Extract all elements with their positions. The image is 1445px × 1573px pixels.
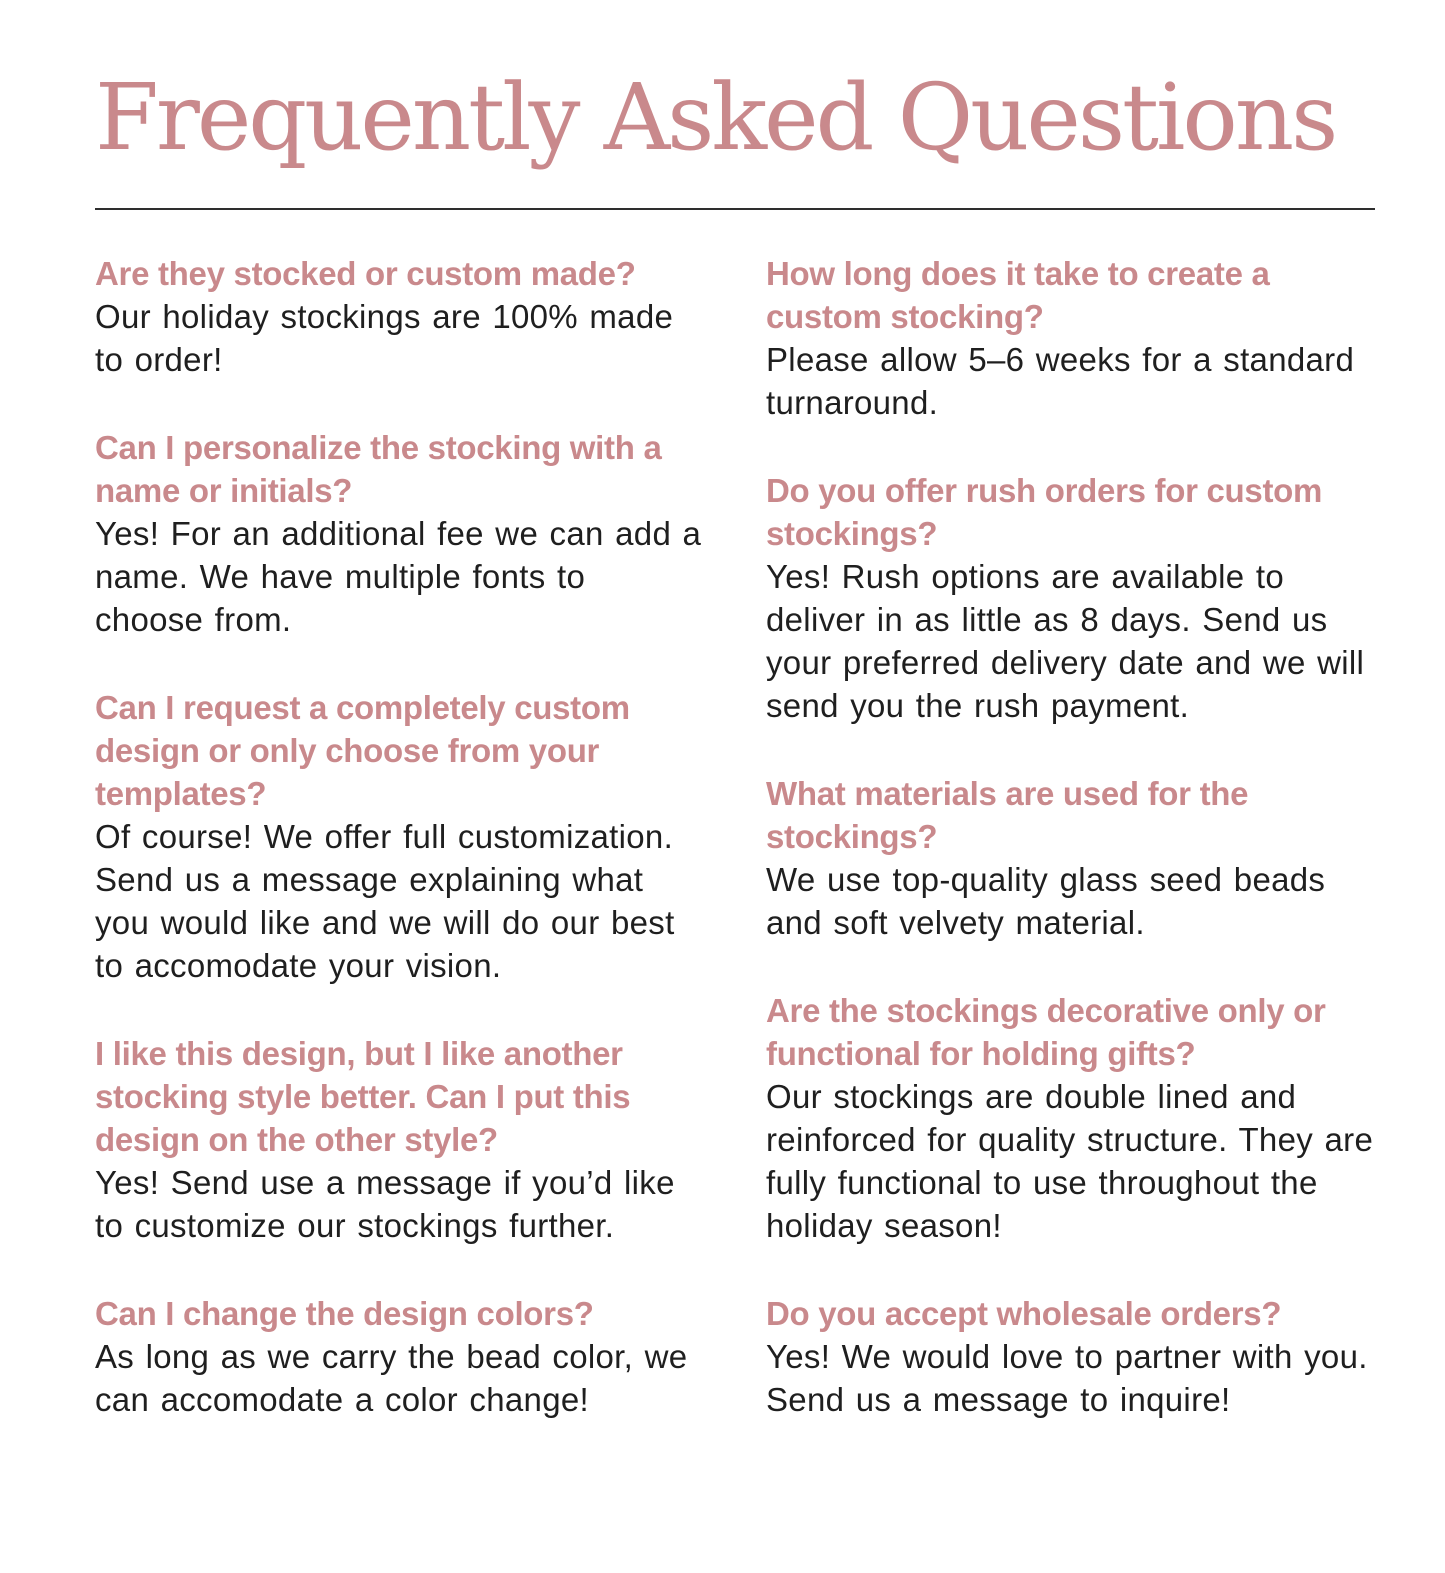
faq-item: [95, 686, 704, 987]
faq-column-right: [766, 252, 1375, 1466]
faq-item: [766, 252, 1375, 424]
faq-answer: Please allow 5–6 weeks for a standard turnaround.: [766, 340, 1355, 421]
faq-question: Can I request a completely custom design or only choose from your templates?: [95, 688, 630, 812]
faq-column-left: [95, 252, 704, 1466]
faq-answer: Yes! For an additional fee we can add a name. We have multiple fonts to choose from.: [95, 514, 702, 638]
faq-item: [766, 772, 1375, 944]
faq-answer: We use top-quality glass seed beads and soft velvety material.: [766, 860, 1326, 941]
faq-item: [766, 469, 1375, 727]
faq-answer: Yes! Send use a message if you’d like to customize our stockings further.: [95, 1163, 675, 1244]
faq-answer: Our holiday stockings are 100% made to order!: [95, 297, 674, 378]
faq-item: [95, 426, 704, 641]
faq-question: I like this design, but I like another stocking style better. Can I put this design on the other style?: [95, 1034, 631, 1158]
faq-question: Do you offer rush orders for custom stockings?: [766, 471, 1323, 552]
faq-columns: [95, 252, 1375, 1466]
faq-question: What materials are used for the stockings?: [766, 774, 1249, 855]
page-title: Frequently Asked Questions: [95, 64, 1336, 171]
faq-item: [766, 1292, 1375, 1421]
faq-question: Are they stocked or custom made?: [95, 254, 636, 292]
faq-question: Are the stockings decorative only or functional for holding gifts?: [766, 991, 1326, 1072]
faq-answer: Our stockings are double lined and reinforced for quality structure. They are fully functional to use throughout the holiday season!: [766, 1077, 1374, 1244]
faq-item: [95, 1292, 704, 1421]
faq-answer: Yes! Rush options are available to deliver in as little as 8 days. Send us your preferred delivery date and we will send you the rush payment.: [766, 557, 1365, 724]
faq-item: [95, 252, 704, 381]
title-divider: [95, 208, 1375, 210]
faq-question: Can I personalize the stocking with a name or initials?: [95, 428, 662, 509]
faq-question: Do you accept wholesale orders?: [766, 1294, 1282, 1332]
faq-item: [95, 1032, 704, 1247]
faq-question: Can I change the design colors?: [95, 1294, 594, 1332]
faq-question: How long does it take to create a custom stocking?: [766, 254, 1270, 335]
faq-answer: Of course! We offer full customization. Send us a message explaining what you would like and we will do our best to accomodate your vision.: [95, 817, 675, 984]
faq-answer: As long as we carry the bead color, we can accomodate a color change!: [95, 1337, 688, 1418]
faq-item: [766, 989, 1375, 1247]
faq-answer: Yes! We would love to partner with you. Send us a message to inquire!: [766, 1337, 1368, 1418]
